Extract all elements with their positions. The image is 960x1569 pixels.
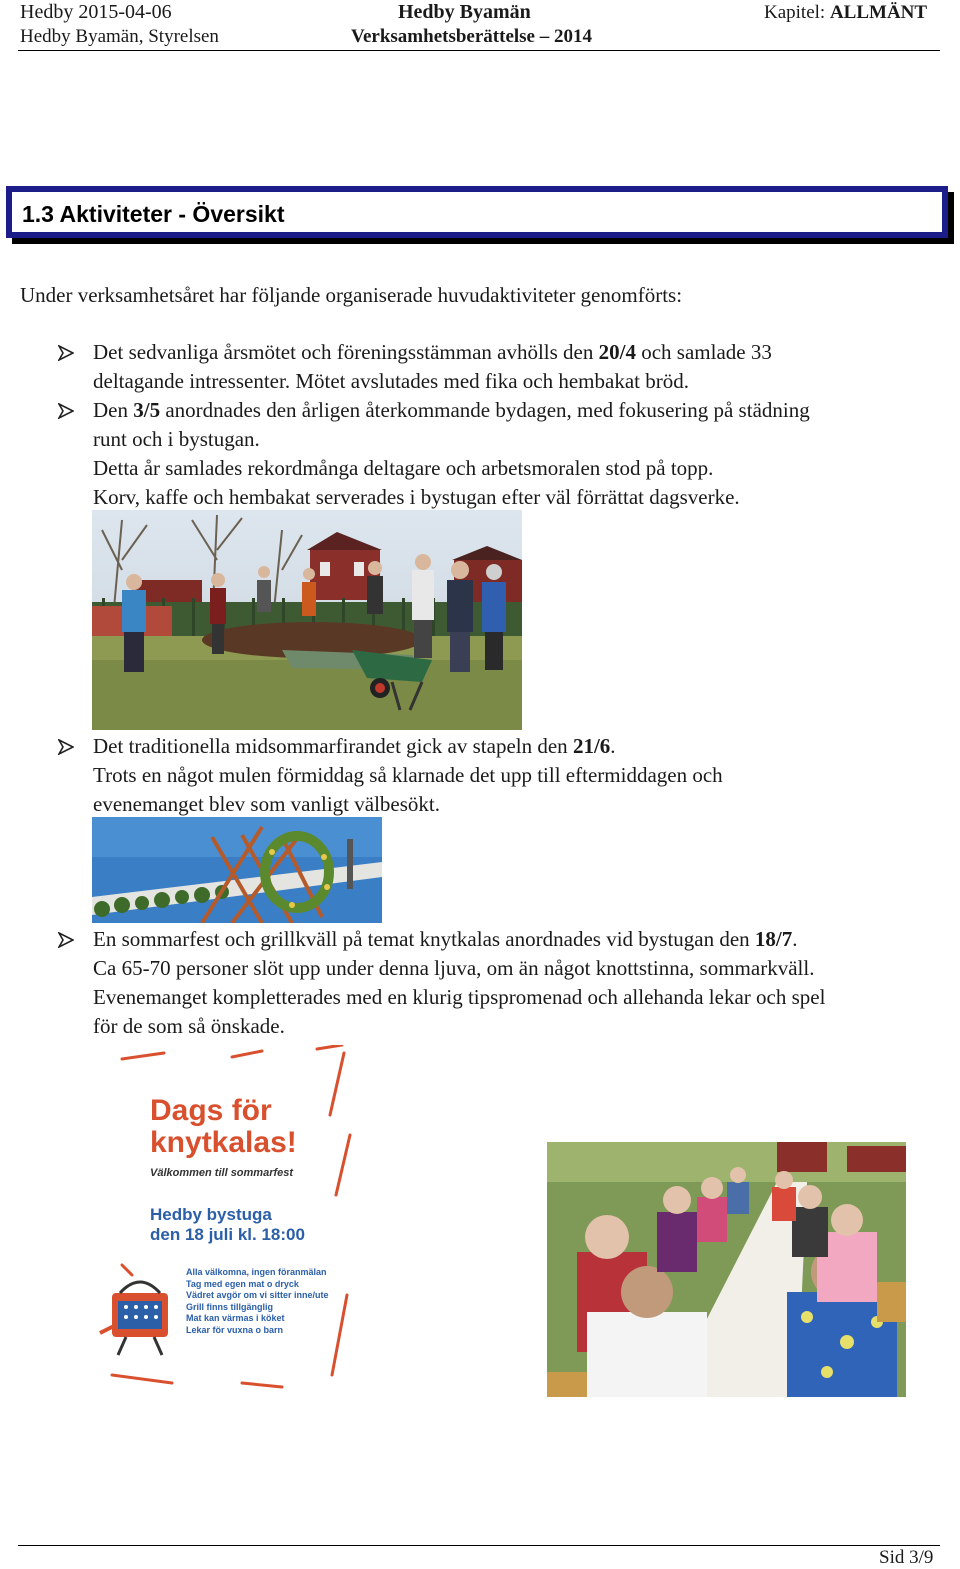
list-item: Det traditionella midsommarfirandet gick av stapeln den 21/6. bbox=[93, 734, 616, 758]
list-item: Det sedvanliga årsmötet och föreningsstämman avhölls den 20/4 och samlade 33 bbox=[93, 340, 772, 364]
list-item-text: deltagande intressenter. Mötet avslutades med fika och hembakat bröd. bbox=[93, 369, 689, 393]
poster-subtitle: Välkommen till sommarfest bbox=[150, 1167, 294, 1179]
list-item-text: Korv, kaffe och hembakat serverades i bystugan efter väl förrättat dagsverke. bbox=[93, 485, 740, 509]
header-rule bbox=[18, 50, 940, 51]
header-title: Hedby Byamän bbox=[398, 1, 531, 23]
list-item-text: Ca 65-70 personer slöt upp under denna ljuva, om än något knottstinna, sommarkväll. bbox=[93, 956, 815, 980]
intro-text: Under verksamhetsåret har följande organiserade huvudaktiviteter genomförts: bbox=[20, 283, 683, 307]
arrow-bullet-icon bbox=[58, 345, 74, 361]
header-chapter-label: Kapitel: bbox=[764, 2, 830, 23]
arrow-bullet-icon bbox=[58, 403, 74, 419]
header-date: Hedby 2015-04-06 bbox=[20, 1, 172, 23]
arrow-bullet-icon bbox=[58, 739, 74, 755]
list-item: En sommarfest och grillkväll på temat knytkalas anordnades vid bystugan den 18/7. bbox=[93, 927, 798, 951]
header-chapter bbox=[764, 1, 927, 25]
page-number: Sid 3/9 bbox=[879, 1547, 934, 1568]
list-item-text: Evenemanget kompletterades med en klurig tipspromenad och allehanda lekar och spel bbox=[93, 985, 826, 1009]
header-document-name: Verksamhetsberättelse – 2014 bbox=[351, 26, 592, 47]
section-title: 1.3 Aktiviteter - Översikt bbox=[22, 201, 285, 227]
list-item-text: Detta år samlades rekordmånga deltagare och arbetsmoralen stod på topp. bbox=[93, 456, 714, 480]
photo-summer-party bbox=[547, 1142, 906, 1397]
list-item-text: för de som så önskade. bbox=[93, 1014, 285, 1038]
section-heading-box bbox=[6, 186, 948, 238]
photo-village-cleanup bbox=[92, 510, 522, 730]
arrow-bullet-icon bbox=[58, 932, 74, 948]
list-item-text: runt och i bystugan. bbox=[93, 427, 260, 451]
header-chapter-value: ALLMÄNT bbox=[829, 2, 928, 23]
poster-title: Dags för knytkalas! bbox=[150, 1094, 297, 1159]
photo-midsummer-pole bbox=[92, 817, 382, 923]
knytkalas-poster bbox=[92, 1045, 362, 1390]
list-item-text: Trots en något mulen förmiddag så klarnade det upp till eftermiddagen och bbox=[93, 763, 723, 787]
poster-info: Alla välkomna, ingen föranmälan Tag med egen mat o dryck Vädret avgör om vi sitter inne/ute Grill finns tillgänglig Mat kan värmas i köket Lekar för vuxna o barn bbox=[186, 1267, 329, 1335]
poster-place: Hedby bystuga den 18 juli kl. 18:00 bbox=[150, 1205, 305, 1244]
footer-rule bbox=[18, 1545, 940, 1546]
list-item: Den 3/5 anordnades den årligen återkommande bydagen, med fokusering på städning bbox=[93, 398, 810, 422]
header-organization: Hedby Byamän, Styrelsen bbox=[20, 26, 219, 47]
list-item-text: evenemanget blev som vanligt välbesökt. bbox=[93, 792, 440, 816]
